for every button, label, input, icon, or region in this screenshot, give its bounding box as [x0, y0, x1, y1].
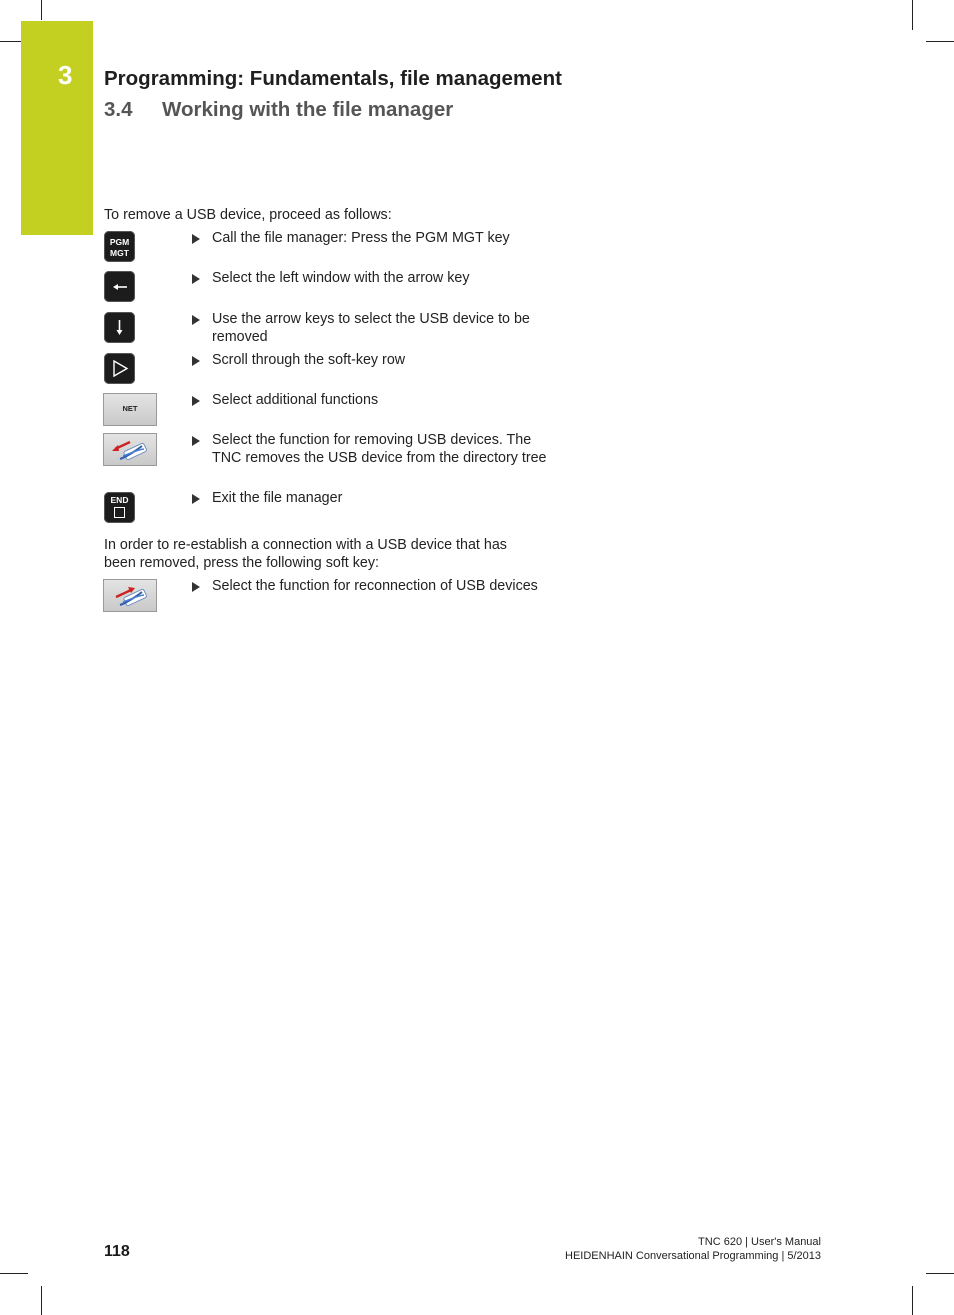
crop-mark — [0, 1273, 28, 1274]
arrow-down-icon — [104, 312, 135, 343]
crop-mark — [912, 1286, 913, 1315]
step-text: Select the left window with the arrow key — [212, 270, 470, 286]
step-text: Select the function for reconnection of USB devices — [212, 578, 538, 594]
usb-reconnect-softkey-icon — [103, 579, 157, 612]
key-label: END — [110, 495, 129, 505]
bullet-arrow-icon — [192, 436, 200, 446]
step-text: Select additional functions — [212, 392, 379, 408]
step-text: Exit the file manager — [212, 490, 343, 506]
bullet-arrow-icon — [192, 234, 200, 244]
crop-mark — [926, 41, 954, 42]
bullet-arrow-icon — [192, 274, 200, 284]
crop-mark — [41, 0, 42, 20]
section-heading — [104, 98, 453, 122]
chapter-tab — [21, 21, 93, 235]
triangle-right-icon — [104, 353, 135, 384]
page-number: 118 — [104, 1243, 130, 1260]
step-text: Select the function for removing USB devices. The TNC removes the USB device from the directory tree — [212, 432, 547, 466]
step-text: Scroll through the soft-key row — [212, 352, 406, 368]
bullet-arrow-icon — [192, 582, 200, 592]
usb-reconnect-icon — [104, 580, 158, 613]
arrow-down-key-icon — [104, 312, 135, 343]
pgm-mgt-key-icon — [104, 231, 135, 262]
step-text: Call the file manager: Press the PGM MGT key — [212, 230, 510, 246]
end-key-icon — [104, 492, 135, 523]
manual-line: TNC 620 | User's Manual — [698, 1236, 821, 1248]
crop-mark — [0, 41, 21, 42]
chapter-title: Programming: Fundamentals, file management — [104, 67, 562, 90]
bullet-arrow-icon — [192, 396, 200, 406]
key-label: PGM — [109, 237, 130, 247]
product-line: HEIDENHAIN Conversational Programming | 5/2013 — [565, 1250, 821, 1262]
softkey-label: NET — [122, 404, 138, 413]
crop-mark — [926, 1273, 954, 1274]
usb-remove-icon — [104, 434, 158, 467]
arrow-left-key-icon — [104, 271, 135, 302]
intro-text: To remove a USB device, proceed as follows: — [104, 207, 392, 223]
next-softkey-row-key-icon — [104, 353, 135, 384]
crop-mark — [41, 1286, 42, 1315]
step-text: Use the arrow keys to select the USB device to be removed — [212, 311, 530, 345]
net-softkey-icon — [103, 393, 157, 426]
arrow-left-icon — [104, 271, 135, 302]
usb-remove-softkey-icon — [103, 433, 157, 466]
crop-mark — [912, 0, 913, 30]
key-label: MGT — [110, 248, 129, 258]
section-title: Working with the file manager — [162, 98, 454, 121]
chapter-number: 3 — [58, 60, 73, 90]
bullet-arrow-icon — [192, 315, 200, 325]
bullet-arrow-icon — [192, 494, 200, 504]
bullet-arrow-icon — [192, 356, 200, 366]
reconnect-intro-text: In order to re-establish a connection with a USB device that has been removed, press the following soft key: — [104, 537, 507, 571]
square-icon — [114, 507, 125, 518]
section-number: 3.4 — [104, 98, 133, 121]
